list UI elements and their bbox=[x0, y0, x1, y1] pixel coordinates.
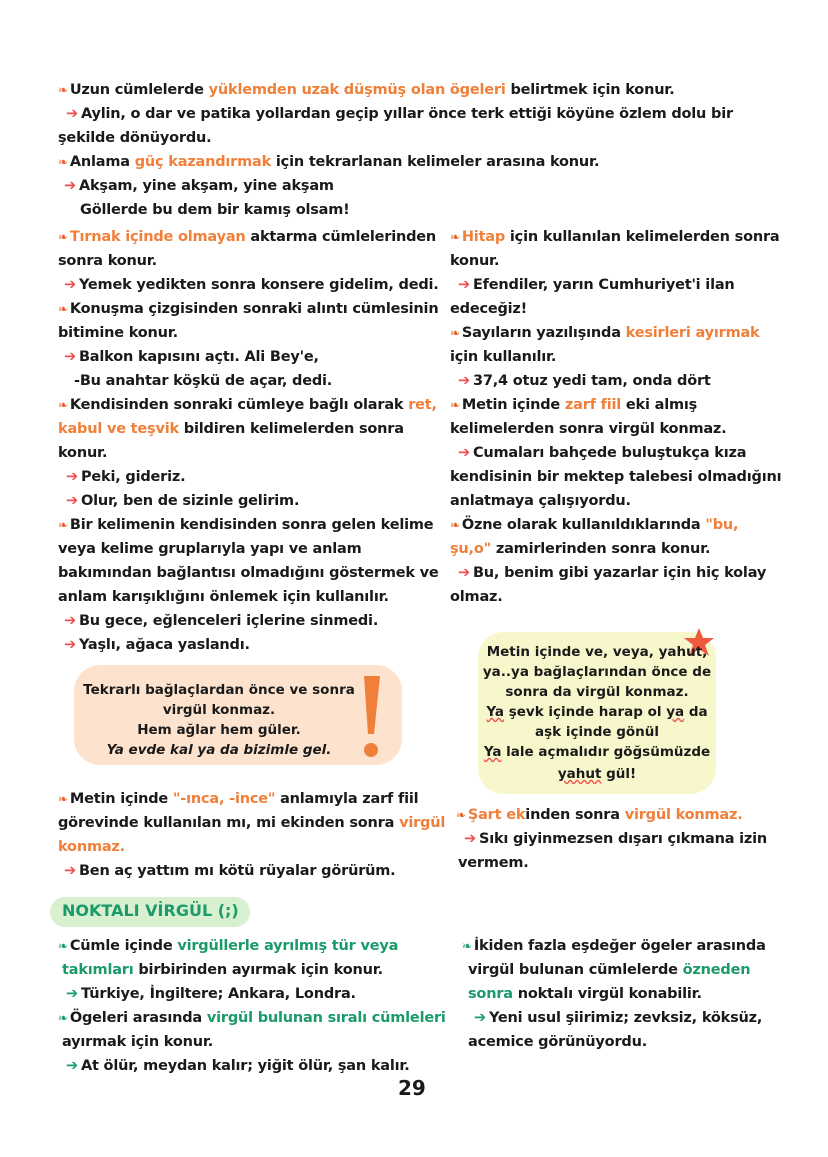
arrow-icon: ➔ bbox=[66, 986, 78, 1002]
leaf-bullet-icon: ❧ bbox=[456, 808, 466, 822]
example-line: Göllerde bu dem bir kamış olsam! bbox=[80, 202, 350, 218]
example-line: vermem. bbox=[458, 855, 529, 871]
rule-line: kelimelerden sonra virgül konmaz. bbox=[450, 421, 727, 437]
rule-line: bitimine konur. bbox=[58, 325, 178, 341]
example-line: anlatmaya çalışıyordu. bbox=[450, 493, 631, 509]
leaf-bullet-icon: ❧ bbox=[58, 1011, 68, 1025]
rule-dialogue: ❧ Konuşma çizgisinden sonraki alıntı cümlesinin bbox=[58, 301, 439, 317]
section-title: NOKTALI VİRGÜL (;) bbox=[62, 901, 239, 920]
leaf-bullet-icon: ❧ bbox=[58, 302, 68, 316]
arrow-icon: ➔ bbox=[458, 373, 470, 389]
arrow-icon: ➔ bbox=[64, 349, 76, 365]
note-text: virgül konmaz. bbox=[162, 702, 276, 718]
rule-line: konur. bbox=[450, 253, 500, 269]
leaf-bullet-icon: ❧ bbox=[450, 518, 460, 532]
example-line: ➔ Sıkı giyinmezsen dışarı çıkmana izin bbox=[464, 831, 768, 847]
arrow-icon: ➔ bbox=[64, 637, 76, 653]
rule-line: veya kelime gruplarıyla yapı ve anlam bbox=[58, 541, 362, 557]
example-line: -Bu anahtar köşkü de açar, dedi. bbox=[74, 373, 333, 389]
arrow-icon: ➔ bbox=[458, 565, 470, 581]
note-text: Ya şevk içinde harap ol ya da bbox=[486, 704, 708, 720]
rule-response: ❧ Kendisinden sonraki cümleye bağlı olarak ret, bbox=[58, 397, 437, 413]
example-line: kendisinin bir mektep talebesi olmadığını bbox=[450, 469, 782, 485]
exclamation-icon bbox=[354, 672, 384, 762]
leaf-bullet-icon: ❧ bbox=[450, 398, 460, 412]
note-text: ya..ya bağlaçlarından önce de bbox=[482, 664, 712, 680]
leaf-bullet-icon: ❧ bbox=[58, 518, 68, 532]
example-line: şekilde dönüyordu. bbox=[58, 130, 212, 146]
rule-ambiguity: ❧ Bir kelimenin kendisinden sonra gelen kelime bbox=[58, 517, 434, 533]
example-line: ➔ Türkiye, İngiltere; Ankara, Londra. bbox=[66, 986, 356, 1002]
example-line: ➔ Ben aç yattım mı kötü rüyalar görürüm. bbox=[64, 863, 396, 879]
example-line: ➔ Akşam, yine akşam, yine akşam bbox=[64, 178, 334, 194]
leaf-bullet-icon: ❧ bbox=[58, 230, 68, 244]
arrow-icon: ➔ bbox=[64, 178, 76, 194]
rule-conditional: ❧ Şart ekinden sonra virgül konmaz. bbox=[456, 807, 743, 823]
rule-address: ❧ Hitap için kullanılan kelimelerden sonra bbox=[450, 229, 780, 245]
rule-emphasis: ❧ Anlama güç kazandırmak için tekrarlanan kelimeler arasına konur. bbox=[58, 154, 600, 170]
arrow-icon: ➔ bbox=[66, 106, 78, 122]
note-text: aşk içinde gönül bbox=[535, 724, 659, 740]
rule-adverbial: ❧ Metin içinde zarf fiil eki almış bbox=[450, 397, 698, 413]
example-line: ➔ Bu gece, eğlenceleri içlerine sinmedi. bbox=[64, 613, 379, 629]
rule-decimals: ❧ Sayıların yazılışında kesirleri ayırmak bbox=[450, 325, 760, 341]
rule-line: konur. bbox=[58, 445, 108, 461]
leaf-bullet-icon: ❧ bbox=[450, 326, 460, 340]
rule-line: konmaz. bbox=[58, 839, 125, 855]
example-line: acemice görünüyordu. bbox=[468, 1034, 648, 1050]
page-number: 29 bbox=[398, 1076, 426, 1100]
example-line: ➔ Balkon kapısını açtı. Ali Bey'e, bbox=[64, 349, 319, 365]
note-text: Metin içinde ve, veya, yahut, bbox=[486, 644, 708, 660]
arrow-icon: ➔ bbox=[66, 493, 78, 509]
rule-line: bakımından bağlantısı olmadığını göstermek ve bbox=[58, 565, 439, 581]
rule-mi-particle: ❧ Metin içinde "-ınca, -ince" anlamıyla zarf fiil bbox=[58, 791, 419, 807]
note-text: Ya evde kal ya da bizimle gel. bbox=[106, 742, 332, 758]
rule-line: anlam karışıklığını önlemek için kullanılır. bbox=[58, 589, 389, 605]
rule-quote: ❧ Tırnak içinde olmayan aktarma cümlelerinden bbox=[58, 229, 437, 245]
rule-line: görevinde kullanılan mı, mi ekinden sonra virgül bbox=[58, 815, 446, 831]
rule-semicolon-groups: ❧ Cümle içinde virgüllerle ayrılmış tür veya bbox=[58, 938, 399, 954]
rule-line: sonra konur. bbox=[58, 253, 157, 269]
arrow-icon: ➔ bbox=[66, 1058, 78, 1074]
example-line: ➔ Bu, benim gibi yazarlar için hiç kolay bbox=[458, 565, 767, 581]
note-text: Tekrarlı bağlaçlardan önce ve sonra bbox=[83, 682, 355, 698]
rule-line: için kullanılır. bbox=[450, 349, 557, 365]
example-line: ➔ 37,4 otuz yedi tam, onda dört bbox=[458, 373, 711, 389]
example-line: ➔ Yaşlı, ağaca yaslandı. bbox=[64, 637, 250, 653]
arrow-icon: ➔ bbox=[66, 469, 78, 485]
example-line: ➔ Yemek yedikten sonra konsere gidelim, dedi. bbox=[64, 277, 439, 293]
note-text: yahut gül! bbox=[557, 766, 637, 782]
example-line: edeceğiz! bbox=[450, 301, 528, 317]
rule-semicolon-sentences: ❧ Ögeleri arasında virgül bulunan sıralı cümleleri bbox=[58, 1010, 446, 1026]
leaf-bullet-icon: ❧ bbox=[58, 83, 68, 97]
arrow-icon: ➔ bbox=[64, 613, 76, 629]
note-text: sonra da virgül konmaz. bbox=[505, 684, 689, 700]
leaf-bullet-icon: ❧ bbox=[58, 792, 68, 806]
leaf-bullet-icon: ❧ bbox=[450, 230, 460, 244]
example-line: olmaz. bbox=[450, 589, 503, 605]
arrow-icon: ➔ bbox=[458, 445, 470, 461]
rule-line: takımları birbirinden ayırmak için konur. bbox=[62, 962, 383, 978]
example-line: ➔ Efendiler, yarın Cumhuriyet'i ilan bbox=[458, 277, 735, 293]
arrow-icon: ➔ bbox=[464, 831, 476, 847]
rule-line: kabul ve teşvik bildiren kelimelerden sonra bbox=[58, 421, 404, 437]
example-line: ➔ At ölür, meydan kalır; yiğit ölür, şan kalır. bbox=[66, 1058, 410, 1074]
rule-semicolon-subject: ❧ İkiden fazla eşdeğer ögeler arasında bbox=[462, 938, 766, 954]
arrow-icon: ➔ bbox=[458, 277, 470, 293]
example-line: ➔ Cumaları bahçede buluştukça kıza bbox=[458, 445, 747, 461]
note-text: Ya lale açmalıdır göğsümüzde bbox=[483, 744, 711, 760]
arrow-icon: ➔ bbox=[64, 863, 76, 879]
leaf-bullet-icon: ❧ bbox=[58, 155, 68, 169]
leaf-bullet-icon: ❧ bbox=[58, 398, 68, 412]
arrow-icon: ➔ bbox=[474, 1010, 486, 1026]
note-text: Hem ağlar hem güler. bbox=[137, 722, 301, 738]
rule-line: şu,o" zamirlerinden sonra konur. bbox=[450, 541, 711, 557]
rule-pronouns: ❧ Özne olarak kullanıldıklarında "bu, bbox=[450, 517, 739, 533]
example-line: ➔ Peki, gideriz. bbox=[66, 469, 186, 485]
rule-distant-elements: ❧ Uzun cümlelerde yüklemden uzak düşmüş olan ögeleri belirtmek için konur. bbox=[58, 82, 675, 98]
arrow-icon: ➔ bbox=[64, 277, 76, 293]
leaf-bullet-icon: ❧ bbox=[462, 939, 472, 953]
rule-line: virgül bulunan cümlelerde özneden bbox=[468, 962, 751, 978]
rule-line: sonra noktalı virgül konabilir. bbox=[468, 986, 702, 1002]
example-line: ➔ Yeni usul şiirimiz; zevksiz, köksüz, bbox=[474, 1010, 763, 1026]
leaf-bullet-icon: ❧ bbox=[58, 939, 68, 953]
example-line: ➔ Aylin, o dar ve patika yollardan geçip yıllar önce terk ettiği köyüne özlem dolu bir bbox=[66, 106, 733, 122]
example-line: ➔ Olur, ben de sizinle gelirim. bbox=[66, 493, 300, 509]
rule-line: ayırmak için konur. bbox=[62, 1034, 214, 1050]
